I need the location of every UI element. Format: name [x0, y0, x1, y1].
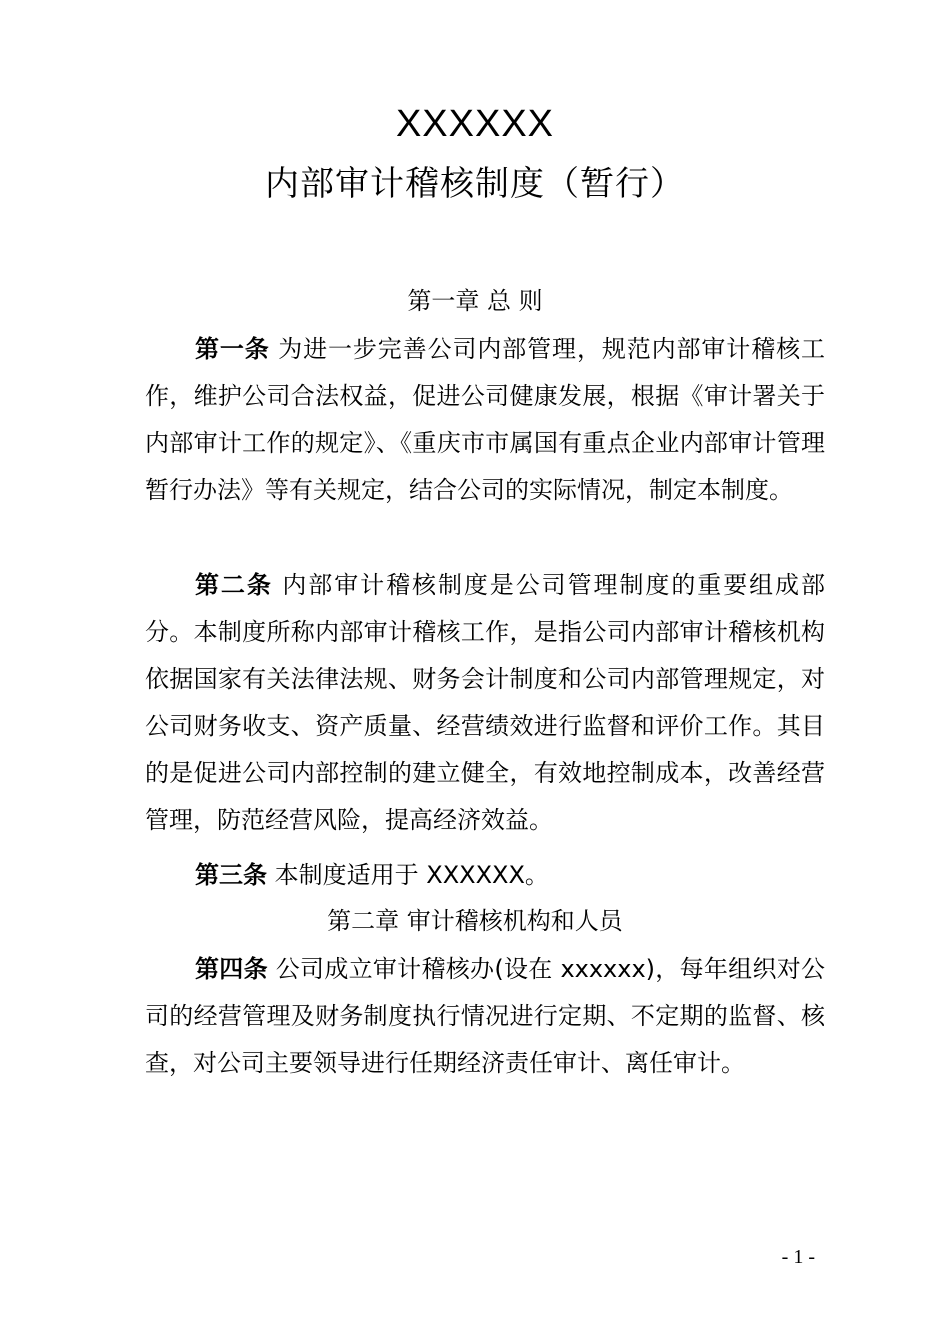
document-title: 内部审计稽核制度（暂行）: [265, 164, 685, 204]
article-3-label: 第三条: [195, 861, 267, 889]
article-1-text: 为进一步完善公司内部管理，规范内部审计稽核工作，维护公司合法权益，促进公司健康发展，根据《审计署关于内部审计工作的规定》、《重庆市市属国有重点企业内部审计管理暂行办法》等有关规定，结合公司的实际情况，制定本制度。: [145, 335, 825, 504]
page-number: - 1 -: [781, 1246, 815, 1268]
chapter-2-heading: 第二章 审计稽核机构和人员: [327, 907, 623, 935]
article-4-text: 公司成立审计稽核办(设在 xxxxxx)，每年组织对公司的经营管理及财务制度执行情况进行定期、不定期的监督、核查，对公司主要领导进行任期经济责任审计、离任审计。: [145, 955, 826, 1077]
article-2: [145, 562, 825, 844]
article-1-label: 第一条: [195, 335, 270, 363]
article-3-text: 本制度适用于 XXXXXX。: [267, 861, 549, 889]
article-2-label: 第二条: [195, 571, 273, 599]
article-3: [145, 852, 825, 899]
document-title-company: XXXXXX: [395, 103, 555, 145]
chapter-1-heading: 第一章 总 则: [407, 287, 543, 315]
article-1: [145, 326, 825, 514]
article-2-text: 内部审计稽核制度是公司管理制度的重要组成部分。本制度所称内部审计稽核工作，是指公司内部审计稽核机构依据国家有关法律法规、财务会计制度和公司内部管理规定，对公司财务收支、资产质量、经营绩效进行监督和评价工作。其目的是促进公司内部控制的建立健全，有效地控制成本，改善经营管理，防范经营风险，提高经济效益。: [145, 571, 825, 834]
article-4: [145, 946, 825, 1087]
article-4-label: 第四条: [195, 955, 268, 983]
